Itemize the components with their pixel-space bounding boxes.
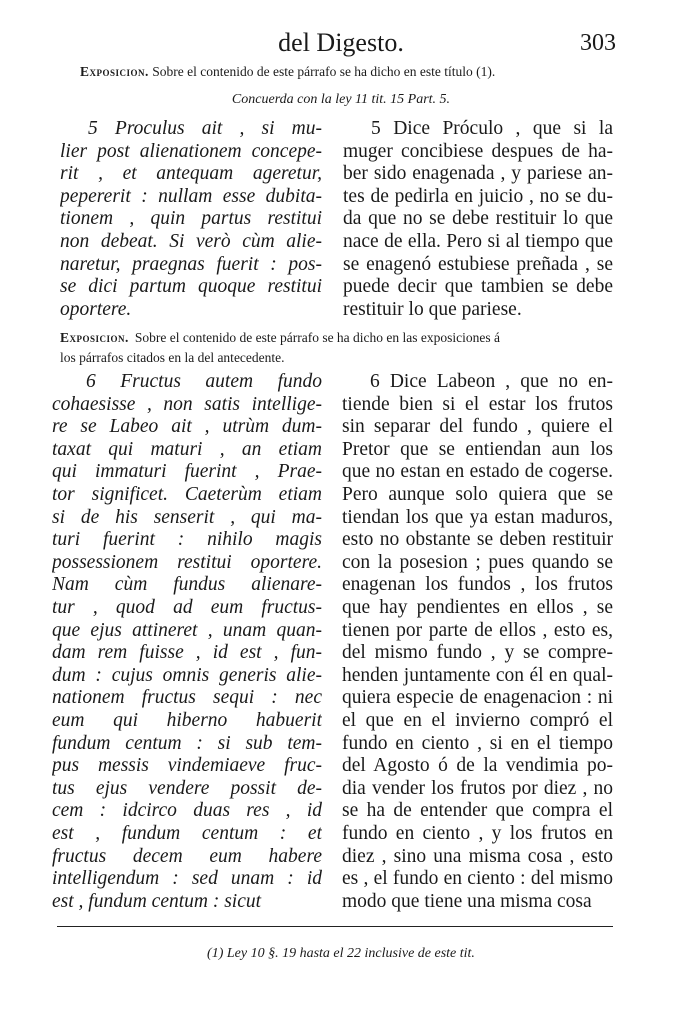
text-line: oportere. [60, 298, 132, 320]
text-line: quiera especie de enagenacion : ni [342, 687, 613, 709]
exposicion-label: Exposicion. [80, 64, 149, 79]
text-line: dam rem fuisse , id est , fun- [52, 642, 322, 664]
text-line: tor significet. Caeterùm etiam [52, 484, 322, 505]
text-line: enagenan los fundos , los frutos [342, 574, 613, 596]
text-line: henden juntamente con él en qual- [342, 664, 613, 686]
text-line: intelligendum : sed unam : id [52, 868, 322, 890]
text-line: 6 Dice Labeon , que no en- [370, 371, 613, 392]
exposicion-text-line-2: los párrafos citados en la del antecedente. [60, 350, 285, 365]
text-line: tus ejus vendere possit de- [52, 777, 322, 799]
text-line: tes de pedirla en juicio , no se du- [343, 185, 613, 207]
text-line: Nam cùm fundus alienare- [52, 574, 322, 596]
text-line: est , fundum centum : et [52, 823, 322, 844]
text-line: fructus decem eum habere [52, 845, 322, 867]
text-line: diez , sino una misma cosa , esto [342, 845, 613, 867]
text-line: 5 Dice Próculo , que si la [371, 118, 613, 139]
text-line: se enagenó estubiese preñada , se [343, 253, 613, 275]
text-line: nationem fructus sequi : nec [52, 687, 322, 709]
text-line: es , el fundo en ciento : del mismo [342, 868, 613, 890]
text-line: modo que tiene una misma cosa [342, 890, 592, 912]
page-number: 303 [580, 30, 616, 56]
text-line: cohaesisse , non satis intellige- [52, 393, 322, 415]
text-line: fundo en ciento , si en el tiempo [342, 732, 613, 754]
text-line: da que no se debe restituir lo que [343, 208, 613, 230]
exposicion-note-1 [80, 62, 640, 82]
text-line: con la posesion ; pues quando se [342, 551, 613, 573]
running-header-title: del Digesto. [278, 28, 404, 57]
text-line: non debeat. Si verò cùm alie- [60, 231, 322, 252]
text-line: eum qui hiberno habuerit [52, 710, 322, 731]
text-line: re se Labeo ait , utrùm dum- [52, 416, 322, 438]
text-line: tiendan los que ya estan maduros, [342, 506, 613, 528]
text-line: cem : idcirco duas res , id [52, 800, 322, 822]
text-line: nace de ella. Pero si al tiempo que [343, 231, 613, 252]
text-line: lier post alienationem concepe- [60, 140, 322, 162]
text-line: est , fundum centum : sicut [52, 890, 262, 912]
text-line: tionem , quin partus restitui [60, 208, 322, 230]
text-line: pepererit : nullam esse dubita- [60, 185, 322, 207]
text-line: pus messis vindemiaeve fruc- [52, 755, 322, 777]
text-line: sin separar del fundo , quiere el [342, 416, 613, 438]
text-line: que ejus attineret , unam quan- [52, 619, 322, 641]
text-line: 5 Proculus ait , si mu- [88, 118, 322, 139]
text-line: dia vender los frutos por diez , no [342, 777, 613, 799]
exposicion-label-2: Exposicion. [60, 330, 129, 345]
text-line: que no estan en estado de cogerse. [342, 461, 613, 483]
text-line: turi fuerint : nihilo magis [52, 529, 322, 551]
text-line: qui immaturi fuerint , Prae- [52, 461, 322, 483]
text-line: dum : cujus omnis generis alie- [52, 664, 322, 686]
text-line: si de his senserit , qui ma- [52, 506, 322, 528]
text-line: fundo en ciento , y los frutos en [342, 823, 613, 844]
text-line: taxat qui maturi , an etiam [52, 438, 322, 460]
exposicion-note-2 [60, 328, 620, 368]
text-line: Pretor que se entiendan aun los [342, 438, 613, 460]
concordance-note: Concuerda con la ley 11 tit. 15 Part. 5. [231, 92, 451, 107]
text-line: rit , et antequam ageretur, [60, 163, 322, 185]
text-line: muger concibiese despues de ha- [343, 140, 613, 162]
text-line: se dici partum quoque restitui [60, 276, 322, 298]
footnote: (1) Ley 10 §. 19 hasta el 22 inclusive de este tit. [207, 946, 475, 961]
text-line: ber sido enagenada , y pariese an- [343, 163, 613, 185]
text-line: se ha de entender que compra el [342, 800, 613, 822]
exposicion-text-line-1: Sobre el contenido de este párrafo se ha dicho en las exposiciones á [134, 330, 501, 345]
text-line: del Agosto ó de la vendimia po- [342, 755, 613, 777]
text-line: tiende bien si el estar los frutos [342, 393, 613, 415]
text-line: tur , quod ad eum fructus- [52, 597, 322, 618]
text-line: Pero aunque solo quiera que se [342, 484, 613, 505]
text-line: restituir lo que pariese. [343, 298, 522, 320]
text-line: 6 Fructus autem fundo [86, 371, 322, 392]
text-line: possessionem restitui oportere. [52, 551, 322, 573]
exposicion-text: Sobre el contenido de este párrafo se ha dicho en este título (1). [152, 64, 496, 79]
text-line: fundum centum : si sub tem- [52, 732, 322, 754]
text-line: el que en el invierno compró el [342, 710, 613, 731]
text-line: que hay pendientes en ellos , se [342, 597, 613, 618]
text-line: puede decir que tambien se debe [343, 276, 613, 298]
text-line: naretur, praegnas fuerit : pos- [60, 253, 322, 275]
text-line: tienen por parte de ellos , esto es, [342, 619, 613, 641]
text-line: esto no obstante se deben restituir [342, 529, 613, 551]
footnote-rule [57, 926, 613, 927]
text-line: del mismo fundo , y se compre- [342, 642, 613, 664]
